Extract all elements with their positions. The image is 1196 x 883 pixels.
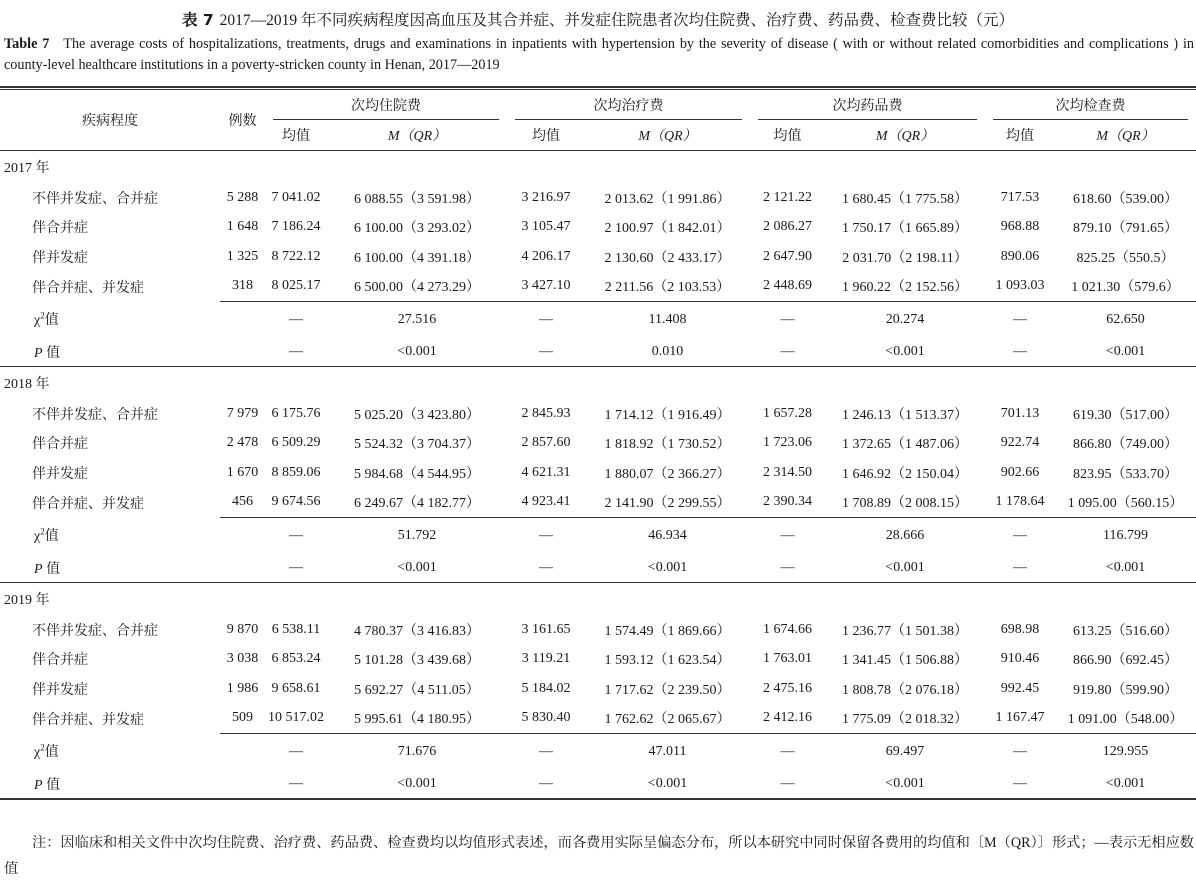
table-header: [0, 89, 1196, 151]
chi-square-value: 27.516: [397, 311, 437, 327]
mean-value: 902.66: [1000, 464, 1040, 480]
mean-value: 7 186.24: [271, 219, 321, 235]
mean-value: 3 119.21: [521, 651, 571, 667]
p-symbol: P: [34, 561, 43, 577]
p-value: <0.001: [825, 553, 985, 583]
mean-value: 910.46: [1000, 651, 1040, 667]
p-value: <0.001: [327, 337, 507, 367]
header-cases: 例数: [220, 89, 265, 151]
median-qr-value: 6 500.00（4 273.29）: [327, 272, 507, 302]
p-value: —: [507, 553, 585, 583]
chi-square-value: —: [1013, 311, 1027, 327]
chi-square-value: —: [1013, 743, 1027, 759]
chi-square-row: [0, 518, 1196, 554]
year-label: 2019 年: [4, 593, 50, 608]
table-row: [0, 429, 1196, 459]
p-value: <0.001: [585, 553, 750, 583]
header-treatment-cost: 次均治疗费: [507, 89, 750, 121]
mean-value: 2 412.16: [750, 704, 825, 734]
chi-square-label: [0, 302, 220, 338]
mean-value: 2 647.90: [763, 248, 812, 264]
header-mean: 均值: [507, 120, 585, 151]
median-qr-value: 5 101.28（3 439.68）: [354, 653, 480, 669]
p-value: —: [985, 337, 1055, 367]
mean-value: 1 093.03: [985, 272, 1055, 302]
mean-value: 1 178.64: [985, 488, 1055, 518]
median-qr-value: 619.30（517.00）: [1073, 407, 1178, 423]
median-qr-value: 1 960.22（2 152.56）: [825, 272, 985, 302]
mean-value: 698.98: [1000, 621, 1040, 637]
case-count: 509: [220, 704, 265, 734]
mean-value: 1 657.28: [763, 405, 812, 421]
header-median-qr: M（QR）: [585, 120, 750, 151]
header-examination-cost: 次均检查费: [985, 89, 1196, 121]
mean-value: 10 517.02: [265, 704, 327, 734]
median-qr-value: 2 031.70（2 198.11）: [842, 250, 968, 266]
severity-label: 伴并发症: [32, 682, 88, 698]
empty-cell: [220, 337, 265, 367]
median-qr-value: 4 780.37（3 416.83）: [354, 623, 480, 639]
case-count: 1 325: [226, 248, 259, 264]
case-count: 1 986: [226, 680, 259, 696]
mean-value: 7 041.02: [271, 189, 321, 205]
chi-square-row: [0, 734, 1196, 770]
chi-square-value: 28.666: [885, 527, 925, 543]
median-qr-value: 6 249.67（4 182.77）: [327, 488, 507, 518]
median-qr-value: 5 025.20（3 423.80）: [354, 407, 480, 423]
severity-label: 不伴并发症、合并症: [32, 191, 158, 207]
mean-value: 8 722.12: [271, 248, 321, 264]
table-row: [0, 488, 1196, 518]
median-qr-value: 1 091.00（548.00）: [1055, 704, 1196, 734]
mean-value: 6 538.11: [271, 621, 321, 637]
p-value: —: [750, 337, 825, 367]
chi-square-value: —: [289, 527, 303, 543]
table-row: [0, 645, 1196, 675]
chi-square-label: [0, 518, 220, 554]
chi-square-value: 20.274: [885, 311, 925, 327]
table-caption-text: The average costs of hospitalizations, treatments, drugs and examinations in inpatients with hypertension by the severity of disease ( with or without related comorbidities and complications ) in county-level healthcare institutions in a poverty-stricken county in Henan, 2017—2019: [4, 36, 1194, 73]
empty-cell: [220, 302, 265, 338]
table-title: [0, 8, 1196, 30]
severity-label: 伴合并症、并发症: [32, 280, 144, 296]
median-qr-value: 5 995.61（4 180.95）: [327, 704, 507, 734]
empty-cell: [220, 553, 265, 583]
chi-square-value: —: [1013, 527, 1027, 543]
chi-square-value: 129.955: [1102, 743, 1149, 759]
chi-square-value: 62.650: [1106, 311, 1145, 327]
mean-value: 968.88: [1000, 219, 1040, 235]
median-qr-value: 1 680.45（1 775.58）: [842, 191, 968, 207]
mean-value: 3 216.97: [521, 189, 571, 205]
mean-value: 9 674.56: [265, 488, 327, 518]
year-label: 2018 年: [4, 377, 50, 392]
median-qr-value: 2 130.60（2 433.17）: [604, 250, 731, 266]
mean-value: 717.53: [1000, 189, 1040, 205]
severity-label: 不伴并发症、合并症: [32, 623, 158, 639]
case-count: 2 478: [226, 435, 259, 451]
table-row: [0, 458, 1196, 488]
median-qr-value: 1 818.92（1 730.52）: [604, 437, 731, 453]
mean-value: 5 184.02: [521, 680, 571, 696]
table-row: [0, 183, 1196, 213]
p-value: <0.001: [327, 553, 507, 583]
median-qr-value: 879.10（791.65）: [1073, 221, 1178, 237]
p-value: —: [265, 769, 327, 799]
median-qr-value: 2 141.90（2 299.55）: [585, 488, 750, 518]
severity-label: 伴并发症: [32, 250, 88, 266]
chi-suffix: 值: [44, 313, 59, 329]
p-value: <0.001: [1055, 337, 1196, 367]
year-row: [0, 151, 1196, 184]
case-count: 9 870: [226, 621, 259, 637]
p-symbol: P: [34, 345, 43, 361]
mean-value: 1 723.06: [763, 435, 812, 451]
mean-value: 4 923.41: [507, 488, 585, 518]
median-qr-value: 6 088.55（3 591.98）: [354, 191, 480, 207]
mean-value: 890.06: [1000, 248, 1040, 264]
p-value: —: [985, 769, 1055, 799]
median-qr-value: 919.80（599.90）: [1073, 682, 1178, 698]
severity-label: 不伴并发症、合并症: [32, 407, 158, 423]
median-qr-value: 613.25（516.60）: [1073, 623, 1178, 639]
chi-square-value: —: [539, 743, 553, 759]
mean-value: 2 390.34: [750, 488, 825, 518]
mean-value: 4 621.31: [521, 464, 571, 480]
p-value: <0.001: [1055, 553, 1196, 583]
median-qr-value: 1 021.30（579.6）: [1055, 272, 1196, 302]
chi-square-value: —: [539, 311, 553, 327]
chi-square-value: 47.011: [648, 743, 687, 759]
mean-value: 2 475.16: [763, 680, 812, 696]
p-value-row: [0, 337, 1196, 367]
median-qr-value: 1 246.13（1 513.37）: [842, 407, 968, 423]
mean-value: 6 175.76: [271, 405, 321, 421]
median-qr-value: 1 708.89（2 008.15）: [825, 488, 985, 518]
empty-cell: [220, 518, 265, 554]
p-value: 0.010: [585, 337, 750, 367]
mean-value: 2 086.27: [763, 219, 812, 235]
table-row: [0, 704, 1196, 734]
mean-value: 3 105.47: [521, 219, 571, 235]
chi-superscript: 2: [40, 526, 45, 537]
median-qr-value: 2 100.97（1 842.01）: [604, 221, 731, 237]
mean-value: 6 509.29: [271, 435, 321, 451]
median-qr-value: 6 100.00（4 391.18）: [354, 250, 480, 266]
p-value-label: [0, 769, 220, 799]
table-title-text: 2017—2019 年不同疾病程度因高血压及其合并症、并发症住院患者次均住院费、治疗费、药品费、检查费比较（元）: [219, 12, 1015, 29]
median-qr-value: 2 013.62（1 991.86）: [604, 191, 731, 207]
chi-symbol: χ: [34, 313, 41, 329]
mean-value: 2 845.93: [521, 405, 571, 421]
p-value: —: [265, 337, 327, 367]
p-value: —: [750, 553, 825, 583]
p-value: <0.001: [585, 769, 750, 799]
p-value: <0.001: [825, 337, 985, 367]
chi-square-value: 11.408: [648, 311, 687, 327]
median-qr-value: 1 714.12（1 916.49）: [604, 407, 731, 423]
table-number: 表 7: [181, 11, 214, 29]
severity-label: 伴合并症: [32, 437, 88, 453]
p-value: —: [507, 769, 585, 799]
median-qr-value: 1 574.49（1 869.66）: [604, 623, 731, 639]
severity-label: 伴并发症: [32, 466, 88, 482]
header-drug-cost: 次均药品费: [750, 89, 985, 121]
table-row: [0, 272, 1196, 302]
empty-cell: [220, 769, 265, 799]
p-value: —: [507, 337, 585, 367]
case-count: 7 979: [226, 405, 259, 421]
table-note: 注：因临床和相关文件中次均住院费、治疗费、药品费、检查费均以均值形式表述，而各费用实际呈偏态分布，所以本研究中同时保留各费用的均值和〔M（QR）〕形式；—表示无相应数值: [4, 835, 1194, 877]
mean-value: 4 206.17: [521, 248, 571, 264]
chi-square-value: 116.799: [1103, 527, 1148, 543]
chi-square-label: [0, 734, 220, 770]
chi-square-value: —: [539, 527, 553, 543]
mean-value: 992.45: [1000, 680, 1040, 696]
chi-square-value: —: [289, 311, 303, 327]
header-mean: 均值: [265, 120, 327, 151]
chi-square-value: —: [780, 527, 795, 543]
table-body: [0, 151, 1196, 800]
severity-label: 伴合并症、并发症: [32, 496, 144, 512]
chi-square-value: —: [780, 311, 795, 327]
chi-suffix: 值: [44, 745, 59, 761]
median-qr-value: 6 100.00（3 293.02）: [354, 221, 480, 237]
median-qr-value: 1 372.65（1 487.06）: [842, 437, 968, 453]
empty-cell: [220, 734, 265, 770]
mean-value: 2 448.69: [750, 272, 825, 302]
p-value-label: [0, 553, 220, 583]
median-qr-value: 1 808.78（2 076.18）: [842, 682, 968, 698]
p-value: <0.001: [1055, 769, 1196, 799]
median-qr-value: 5 524.32（3 704.37）: [354, 437, 480, 453]
median-qr-value: 866.90（692.45）: [1073, 653, 1178, 669]
p-value-row: [0, 769, 1196, 799]
severity-label: 伴合并症、并发症: [32, 712, 144, 728]
header-median-qr: M（QR）: [327, 120, 507, 151]
median-qr-value: 618.60（539.00）: [1073, 191, 1178, 207]
chi-square-value: —: [289, 743, 303, 759]
chi-suffix: 值: [44, 529, 59, 545]
median-qr-value: 1 341.45（1 506.88）: [842, 653, 968, 669]
header-median-qr: M（QR）: [1055, 120, 1196, 151]
header-median-qr: M（QR）: [825, 120, 985, 151]
case-count: 5 288: [226, 189, 259, 205]
mean-value: 922.74: [1000, 435, 1040, 451]
p-suffix: 值: [42, 345, 61, 361]
p-value: <0.001: [825, 769, 985, 799]
severity-label: 伴合并症: [32, 653, 88, 669]
table-caption-en: [4, 34, 1194, 76]
p-value-row: [0, 553, 1196, 583]
chi-square-value: 69.497: [885, 743, 925, 759]
median-qr-value: 1 236.77（1 501.38）: [842, 623, 968, 639]
median-qr-value: 1 593.12（1 623.54）: [604, 653, 731, 669]
median-qr-value: 1 646.92（2 150.04）: [842, 466, 968, 482]
p-value: —: [750, 769, 825, 799]
mean-value: 2 857.60: [521, 435, 571, 451]
chi-superscript: 2: [40, 742, 45, 753]
case-count: 318: [220, 272, 265, 302]
mean-value: 8 859.06: [271, 464, 321, 480]
mean-value: 3 161.65: [521, 621, 571, 637]
header-hospitalization-cost: 次均住院费: [265, 89, 507, 121]
year-row: [0, 367, 1196, 400]
mean-value: 6 853.24: [271, 651, 321, 667]
median-qr-value: 825.25（550.5）: [1076, 250, 1175, 266]
p-value-label: [0, 337, 220, 367]
header-severity: 疾病程度: [0, 89, 220, 151]
mean-value: 3 427.10: [507, 272, 585, 302]
chi-square-value: 51.792: [397, 527, 437, 543]
year-label: 2017 年: [4, 161, 50, 176]
mean-value: 1 763.01: [763, 651, 812, 667]
chi-square-value: 71.676: [397, 743, 437, 759]
chi-square-row: [0, 302, 1196, 338]
median-qr-value: 1 095.00（560.15）: [1055, 488, 1196, 518]
mean-value: 1 674.66: [763, 621, 812, 637]
mean-value: 2 314.50: [763, 464, 812, 480]
mean-value: 701.13: [1000, 405, 1040, 421]
median-qr-value: 823.95（533.70）: [1073, 466, 1178, 482]
case-count: 456: [220, 488, 265, 518]
median-qr-value: 1 880.07（2 366.27）: [604, 466, 731, 482]
chi-symbol: χ: [34, 745, 41, 761]
table-row: [0, 213, 1196, 243]
median-qr-value: 866.80（749.00）: [1073, 437, 1178, 453]
mean-value: 1 167.47: [985, 704, 1055, 734]
case-count: 1 670: [226, 464, 259, 480]
severity-label: 伴合并症: [32, 221, 88, 237]
chi-symbol: χ: [34, 529, 41, 545]
table-row: [0, 674, 1196, 704]
p-value: —: [265, 553, 327, 583]
chi-square-value: —: [780, 743, 795, 759]
mean-value: 5 830.40: [507, 704, 585, 734]
table-row: [0, 615, 1196, 645]
p-value: <0.001: [327, 769, 507, 799]
median-qr-value: 2 211.56（2 103.53）: [585, 272, 750, 302]
p-suffix: 值: [42, 777, 61, 793]
table-number-en: Table 7: [4, 36, 50, 52]
p-symbol: P: [34, 777, 43, 793]
cost-comparison-table: [0, 87, 1196, 800]
chi-superscript: 2: [40, 310, 45, 321]
year-row: [0, 583, 1196, 616]
median-qr-value: 1 775.09（2 018.32）: [825, 704, 985, 734]
median-qr-value: 1 750.17（1 665.89）: [842, 221, 968, 237]
median-qr-value: 5 692.27（4 511.05）: [354, 682, 480, 698]
table-row: [0, 399, 1196, 429]
mean-value: 8 025.17: [265, 272, 327, 302]
case-count: 3 038: [226, 651, 259, 667]
table-row: [0, 242, 1196, 272]
header-mean: 均值: [985, 120, 1055, 151]
median-qr-value: 1 717.62（2 239.50）: [604, 682, 731, 698]
p-suffix: 值: [42, 561, 61, 577]
median-qr-value: 1 762.62（2 065.67）: [585, 704, 750, 734]
header-mean: 均值: [750, 120, 825, 151]
median-qr-value: 5 984.68（4 544.95）: [354, 466, 480, 482]
mean-value: 2 121.22: [763, 189, 812, 205]
chi-square-value: 46.934: [648, 527, 687, 543]
case-count: 1 648: [226, 219, 259, 235]
p-value: —: [985, 553, 1055, 583]
mean-value: 9 658.61: [271, 680, 321, 696]
